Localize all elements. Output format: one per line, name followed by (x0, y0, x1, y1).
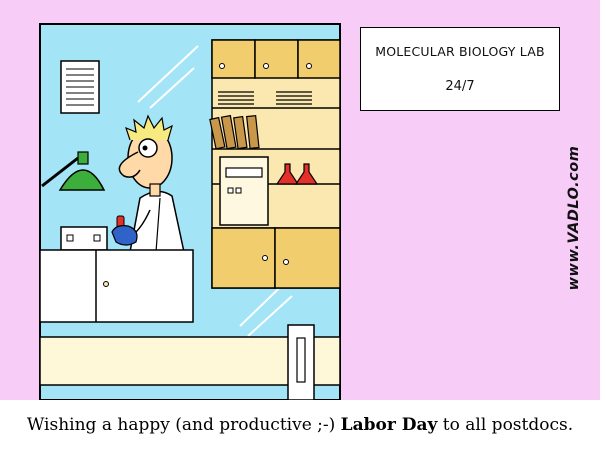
cartoon-caption (0, 400, 600, 450)
counter-cabinet (40, 250, 193, 322)
caption-before: Wishing a happy (and productive ;-) (26, 415, 336, 435)
notice-paper (61, 61, 99, 113)
sign-hours: 24/7 (445, 79, 475, 94)
counter-device (61, 227, 107, 250)
credit-text: www.VADLO.com (566, 145, 582, 291)
instrument-box (220, 157, 268, 225)
caption-after: to all postdocs. (442, 415, 574, 435)
lab-sign (360, 27, 560, 111)
sign-title: MOLECULAR BIOLOGY LAB (375, 44, 545, 59)
caption-bold: Labor Day (340, 415, 438, 435)
shelf-unit (210, 40, 340, 288)
